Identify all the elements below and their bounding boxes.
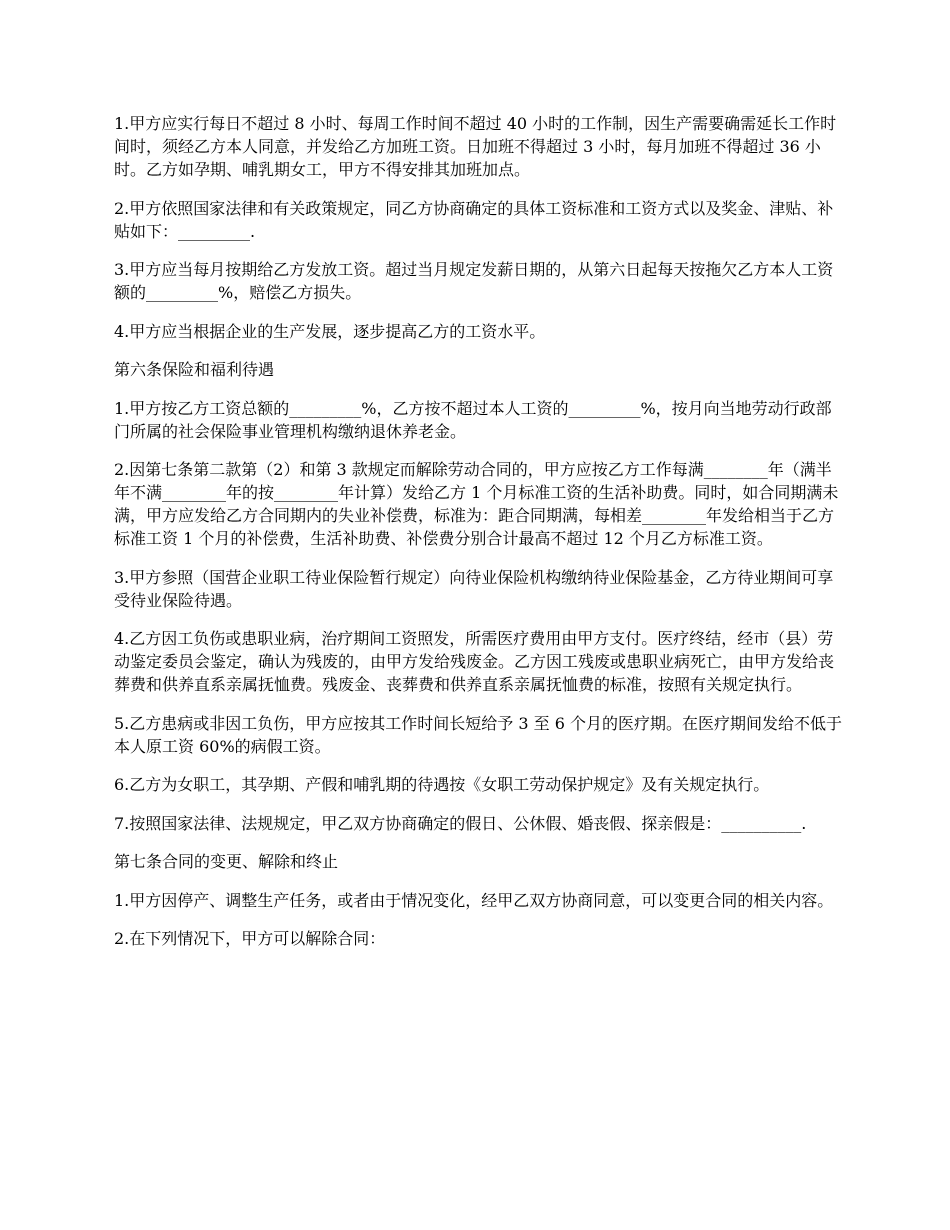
clause-paragraph-contract-modification: 1.甲方因停产、调整生产任务，或者由于情况变化，经甲乙双方协商同意，可以变更合同的相关内容。 (114, 890, 834, 910)
clause-paragraph-female-workers: 6.乙方为女职工，其孕期、产假和哺乳期的待遇按《女职工劳动保护规定》及有关规定执行。 (114, 775, 770, 794)
section-heading-contract-change: 第七条合同的变更、解除和终止 (114, 852, 339, 871)
clause-paragraph-holidays: 7.按照国家法律、法规规定，甲乙双方协商确定的假日、公休假、婚丧假、探亲假是：__________. (114, 813, 807, 833)
clause-paragraph-termination-conditions: 2.在下列情况下，甲方可以解除合同： (114, 929, 386, 948)
section-heading-insurance-welfare: 第六条保险和福利待遇 (114, 360, 275, 379)
document-page (114, 112, 844, 966)
clause-paragraph-medical-period: 5.乙方患病或非因工负伤，甲方应按其工作时间长短给予 3 至 6 个月的医疗期。在医疗期间发给不低于本人原工资 60%的病假工资。 (114, 713, 842, 756)
clause-paragraph-unemployment-insurance: 3.甲方参照（国营企业职工待业保险暂行规定）向待业保险机构缴纳待业保险基金，乙方待业期间可享受待业保险待遇。 (114, 567, 834, 610)
clause-paragraph-pension: 1.甲方按乙方工资总额的_________%，乙方按不超过本人工资的_________%，按月向当地劳动行政部门所属的社会保险事业管理机构缴纳退休养老金。 (114, 398, 832, 441)
clause-paragraph-wage-increase: 4.甲方应当根据企业的生产发展，逐步提高乙方的工资水平。 (114, 321, 546, 341)
clause-paragraph-working-hours: 1.甲方应实行每日不超过 8 小时、每周工作时间不超过 40 小时的工作制，因生产需要确需延长工作时间时，须经乙方本人同意，并发给乙方加班工资。日加班不得超过 3 小时，每月加班不得超过 36 小时。乙方如孕期、哺乳期女工，甲方不得安排其加班加点。 (114, 114, 837, 179)
clause-paragraph-wage-standard: 2.甲方依照国家法律和有关政策规定，同乙方协商确定的具体工资标准和工资方式以及奖金、津贴、补贴如下：_________. (114, 198, 834, 241)
clause-paragraph-living-allowance: 2.因第七条第二款第（2）和第 3 款规定而解除劳动合同的，甲方应按乙方工作每满________年（满半年不满________年的按________年计算）发给乙方 1 个月标准工资的生活补助费。同时，如合同期满未满，甲方应发给乙方合同期内的失业补偿费，标准为：距合同期满，每相差________年发给相当于乙方标准工资 1 个月的补偿费，生活补助费、补偿费分别合计最高不超过 12 个月乙方标准工资。 (114, 460, 839, 548)
clause-paragraph-work-injury: 4.乙方因工负伤或患职业病，治疗期间工资照发，所需医疗费用由甲方支付。医疗终结，经市（县）劳动鉴定委员会鉴定，确认为残废的，由甲方发给残废金。乙方因工残废或患职业病死亡，由甲方发给丧葬费和供养直系亲属抚恤费。残废金、丧葬费和供养直系亲属抚恤费的标准，按照有关规定执行。 (114, 629, 835, 694)
clause-paragraph-wage-payment: 3.甲方应当每月按期给乙方发放工资。超过当月规定发薪日期的，从第六日起每天按拖欠乙方本人工资额的_________%，赔偿乙方损失。 (114, 260, 834, 302)
